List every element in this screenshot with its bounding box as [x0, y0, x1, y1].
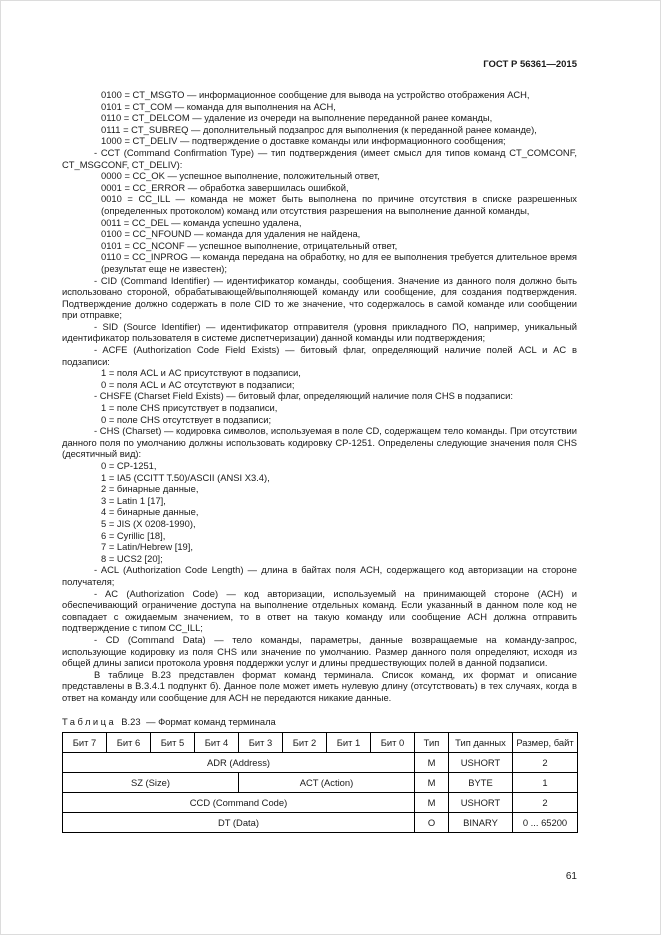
paragraph: - AC (Authorization Code) — код авторизации, используемый на принимающей стороне (АСН) и обеспечивающий ограничение доступа на выполнение отдельных команд. Если указанный в данном поле код не совпадает с ожидаемым значением, то в ответ на такую команду или сообщение АСН должна отправить подтверждение с типом CC_ILL; — [62, 587, 577, 634]
table-header-cell: Бит 3 — [239, 733, 283, 753]
table-header-cell: Тип — [415, 733, 449, 753]
paragraph: 1 = поле CHS присутствует в подзаписи, — [101, 402, 278, 414]
paragraph: 0000 = CC_OK — успешное выполнение, положительный ответ, — [101, 170, 380, 182]
paragraph: - CHSFE (Charset Field Exists) — битовый флаг, определяющий наличие поля CHS в подзаписи: — [94, 390, 513, 402]
paragraph: 0100 = CT_MSGTO — информационное сообщение для вывода на устройство отображения АСН, — [101, 89, 530, 100]
table-caption-number: В.23 — [121, 716, 141, 728]
table-header-cell: Бит 5 — [151, 733, 195, 753]
paragraph: 0100 = CC_NFOUND — команда для удаления не найдена, — [101, 228, 361, 240]
table-cell: ACT (Action) — [239, 773, 415, 793]
paragraph: 1 = поля ACL и AC присутствуют в подзаписи, — [101, 367, 301, 379]
table-header-row — [63, 733, 578, 753]
table-cell: 0 ... 65200 — [513, 813, 578, 833]
table-cell: M — [415, 753, 449, 773]
table-caption — [62, 716, 577, 727]
paragraph: В таблице В.23 представлен формат команд терминала. Список команд, их формат и описание представлены в В.3.4.1 подпункт б). Данное поле может иметь нулевую длину (отсутствовать) в тех случаях, когда в ответ на команду или сообщение для АСН не передаются никакие данные. — [62, 668, 577, 703]
paragraph: - CHS (Charset) — кодировка символов, используемая в поле CD, содержащем тело команды. При отсутствии данного поля по умолчанию должны использовать кодировку CP-1251. Определены следующие значения поля CHS (десятичный вид): — [62, 425, 577, 460]
paragraph: 0101 = CC_NCONF — успешное выполнение, отрицательный ответ, — [101, 239, 398, 251]
table-row — [63, 773, 578, 793]
table-cell: ADR (Address) — [63, 753, 415, 773]
table-header-cell: Бит 0 — [371, 733, 415, 753]
paragraph: - CCT (Command Confirmation Type) — тип подтверждения (имеет смысл для типов команд CT_COMCONF, CT_MSGCONF, CT_DELIV): — [62, 146, 577, 170]
paragraph: - CID (Command Identifier) — идентификатор команды, сообщения. Значение из данного поля должно быть использовано стороной, обрабатывающей/выполняющей команду или сообщение, для создания подтверждения. Подтверждение должно содержать в поле CID то же значение, что содержалось в самой команде или сообщении при отправке; — [62, 274, 577, 321]
paragraph: 1000 = CT_DELIV — подтверждение о доставке команды или информационного сообщения; — [101, 135, 506, 147]
paragraph: 5 = JIS (X 0208-1990), — [101, 517, 196, 529]
paragraph: 0110 = CC_INPROG — команда передана на обработку, но для ее выполнения требуется длительное время (результат еще не известен); — [101, 251, 577, 274]
doc-header — [62, 59, 577, 70]
table-header-cell: Тип данных — [449, 733, 513, 753]
table-header-cell: Бит 7 — [63, 733, 107, 753]
body-content — [62, 89, 577, 833]
paragraph: 0111 = CT_SUBREQ — дополнительный подзапрос для выполнения (к переданной ранее команде), — [101, 123, 537, 135]
table-header-cell: Бит 4 — [195, 733, 239, 753]
paragraph: 0101 = CT_COM — команда для выполнения на АСН, — [101, 100, 336, 112]
paragraph: 0 = поля ACL и AC отсутствуют в подзаписи; — [101, 378, 295, 390]
table-row — [63, 813, 578, 833]
paragraph: 0 = поле CHS отсутствует в подзаписи; — [101, 413, 272, 425]
table-cell: M — [415, 773, 449, 793]
paragraph: 3 = Latin 1 [17], — [101, 494, 166, 506]
paragraph: 0001 = CC_ERROR — обработка завершилась ошибкой, — [101, 181, 349, 193]
paragraphs-block — [62, 89, 577, 703]
table-cell: O — [415, 813, 449, 833]
table-cell: 2 — [513, 793, 578, 813]
paragraph: 6 = Cyrillic [18], — [101, 529, 166, 541]
table-row — [63, 753, 578, 773]
table-caption-title: — Формат команд терминала — [146, 716, 276, 728]
paragraph: 7 = Latin/Hebrew [19], — [101, 541, 193, 553]
paragraph: 4 = бинарные данные, — [101, 506, 199, 518]
table-cell: 1 — [513, 773, 578, 793]
table-cell: M — [415, 793, 449, 813]
table-header-cell: Бит 2 — [283, 733, 327, 753]
paragraph: - SID (Source Identifier) — идентификатор отправителя (уровня прикладного ПО, например, уникальный идентификатор пользователя в системе диспетчеризации) данной команды или подтверждения; — [62, 320, 577, 344]
page-number: 61 — [565, 871, 577, 882]
paragraph: - ACFE (Authorization Code Field Exists) — битовый флаг, определяющий наличие полей ACL и AC в подзаписи: — [62, 344, 577, 367]
table-cell: USHORT — [449, 793, 513, 813]
table-cell: BYTE — [449, 773, 513, 793]
paragraph: 0010 = CC_ILL — команда не может быть выполнена по причине отсутствия в списке разрешенных (определенных протоколом) команд или отсутствия разрешения на выполнение данной команды, — [101, 193, 577, 216]
paragraph: - CD (Command Data) — тело команды, параметры, данные возвращаемые на команду-запрос, использующие кодировку из поля CHS или значение по умолчанию. Размер данного поля определяют, исходя из общей длины записи протокола уровня поддержки услуг и длины предшествующих полей в данной подзаписи. — [62, 633, 577, 669]
paragraph: 2 = бинарные данные, — [101, 483, 199, 495]
table-cell: BINARY — [449, 813, 513, 833]
paragraph: 0011 = CC_DEL — команда успешно удалена, — [101, 216, 302, 228]
table-header-cell: Бит 6 — [107, 733, 151, 753]
doc-number: ГОСТ Р 56361—2015 — [483, 59, 577, 70]
table-caption-word: Таблица — [62, 716, 117, 728]
table-row — [63, 793, 578, 813]
paragraph: 0110 = CT_DELCOM — удаление из очереди на выполнение переданной ранее команды, — [101, 112, 493, 124]
table-cell: USHORT — [449, 753, 513, 773]
paragraph: 1 = IA5 (CCITT T.50)/ASCII (ANSI X3.4), — [101, 471, 270, 483]
table-cell: SZ (Size) — [63, 773, 239, 793]
table-cell: 2 — [513, 753, 578, 773]
paragraph: - ACL (Authorization Code Length) — длина в байтах поля АСН, содержащего код авторизации на стороне получателя; — [62, 564, 577, 587]
table-header-cell: Размер, байт — [513, 733, 578, 753]
table-cell: DT (Data) — [63, 813, 415, 833]
table-cell: CCD (Command Code) — [63, 793, 415, 813]
paragraph: 8 = UCS2 [20]; — [101, 552, 163, 564]
table-header-cell: Бит 1 — [327, 733, 371, 753]
paragraph: 0 = CP-1251, — [101, 460, 157, 471]
command-format-table — [62, 732, 578, 833]
